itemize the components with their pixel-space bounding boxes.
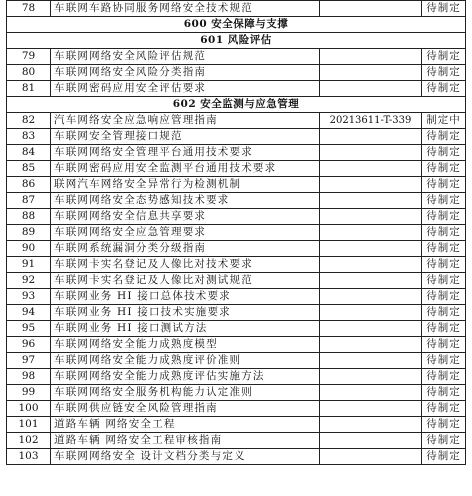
table-row: [7, 369, 466, 385]
standard-name: 车联网车路协同服务网络安全技术规范: [51, 1, 320, 17]
table-row: [7, 209, 466, 225]
standard-name: 车联网网络安全风险分类指南: [51, 65, 320, 81]
table-row: [7, 321, 466, 337]
status-cell: 待制定: [422, 161, 466, 177]
status-cell: 待制定: [422, 209, 466, 225]
status-cell: 待制定: [422, 385, 466, 401]
table-row: [7, 49, 466, 65]
row-number: 88: [7, 209, 51, 225]
row-number: 80: [7, 65, 51, 81]
section-title: 601 风险评估: [7, 33, 466, 49]
standard-name: 道路车辆 网络安全工程审核指南: [51, 433, 320, 449]
standard-name: 车联网卡实名登记及人像比对技术要求: [51, 257, 320, 273]
table-row: [7, 113, 466, 129]
row-number: 99: [7, 385, 51, 401]
standard-plan-number: [320, 1, 422, 17]
row-number: 103: [7, 449, 51, 465]
standard-plan-number: [320, 81, 422, 97]
table-row: [7, 193, 466, 209]
status-cell: 待制定: [422, 353, 466, 369]
section-header-row: [7, 17, 466, 33]
standards-table: [6, 0, 466, 465]
row-number: 101: [7, 417, 51, 433]
status-cell: 待制定: [422, 305, 466, 321]
status-cell: 待制定: [422, 129, 466, 145]
standard-plan-number: [320, 337, 422, 353]
row-number: 81: [7, 81, 51, 97]
table-row: [7, 273, 466, 289]
table-row: [7, 81, 466, 97]
standard-name: 车联网网络安全应急管理要求: [51, 225, 320, 241]
standard-plan-number: [320, 257, 422, 273]
standard-plan-number: [320, 289, 422, 305]
row-number: 79: [7, 49, 51, 65]
row-number: 91: [7, 257, 51, 273]
row-number: 100: [7, 401, 51, 417]
table-row: [7, 353, 466, 369]
table-row: [7, 145, 466, 161]
table-row: [7, 385, 466, 401]
standard-plan-number: [320, 385, 422, 401]
row-number: 96: [7, 337, 51, 353]
table-row: [7, 305, 466, 321]
row-number: 87: [7, 193, 51, 209]
table-row: [7, 401, 466, 417]
table-row: [7, 225, 466, 241]
row-number: 84: [7, 145, 51, 161]
status-cell: 待制定: [422, 145, 466, 161]
row-number: 82: [7, 113, 51, 129]
standard-name: 车联网密码应用安全评估要求: [51, 81, 320, 97]
standard-name: 车联网供应链安全风险管理指南: [51, 401, 320, 417]
standard-name: 车联网网络安全服务机构能力认定准则: [51, 385, 320, 401]
row-number: 94: [7, 305, 51, 321]
standard-plan-number: [320, 401, 422, 417]
section-title: 602 安全监测与应急管理: [7, 97, 466, 113]
standard-name: 车联网系统漏洞分类分级指南: [51, 241, 320, 257]
standard-plan-number: [320, 145, 422, 161]
standard-name: 车联网业务 HI 接口测试方法: [51, 321, 320, 337]
standard-name: 车联网业务 HI 接口总体技术要求: [51, 289, 320, 305]
status-cell: 待制定: [422, 193, 466, 209]
section-title: 600 安全保障与支撑: [7, 17, 466, 33]
standard-plan-number: [320, 49, 422, 65]
row-number: 85: [7, 161, 51, 177]
standard-plan-number: 20213611-T-339: [320, 113, 422, 129]
standard-name: 车联网网络安全能力成熟度模型: [51, 337, 320, 353]
standard-plan-number: [320, 177, 422, 193]
status-cell: 待制定: [422, 1, 466, 17]
row-number: 93: [7, 289, 51, 305]
standard-name: 车联网网络安全 设计文档分类与定义: [51, 449, 320, 465]
row-number: 83: [7, 129, 51, 145]
status-cell: 待制定: [422, 401, 466, 417]
row-number: 92: [7, 273, 51, 289]
row-number: 86: [7, 177, 51, 193]
status-cell: 待制定: [422, 65, 466, 81]
status-cell: 制定中: [422, 113, 466, 129]
standard-plan-number: [320, 369, 422, 385]
standard-plan-number: [320, 353, 422, 369]
table-row: [7, 433, 466, 449]
status-cell: 待制定: [422, 449, 466, 465]
table-row: [7, 417, 466, 433]
standard-plan-number: [320, 417, 422, 433]
standard-name: 车联网网络安全风险评估规范: [51, 49, 320, 65]
row-number: 98: [7, 369, 51, 385]
status-cell: 待制定: [422, 177, 466, 193]
standard-name: 道路车辆 网络安全工程: [51, 417, 320, 433]
table-row: [7, 449, 466, 465]
standard-plan-number: [320, 65, 422, 81]
standard-plan-number: [320, 273, 422, 289]
standard-name: 车联网网络安全能力成熟度评价准则: [51, 353, 320, 369]
standard-name: 汽车网络安全应急响应管理指南: [51, 113, 320, 129]
table-row: [7, 129, 466, 145]
standard-name: 车联网网络安全信息共享要求: [51, 209, 320, 225]
standard-plan-number: [320, 305, 422, 321]
table-row: [7, 337, 466, 353]
standard-plan-number: [320, 241, 422, 257]
standard-plan-number: [320, 193, 422, 209]
standard-plan-number: [320, 449, 422, 465]
row-number: 102: [7, 433, 51, 449]
row-number: 78: [7, 1, 51, 17]
table-row: [7, 257, 466, 273]
standard-plan-number: [320, 161, 422, 177]
table-row: [7, 65, 466, 81]
standard-name: 车联网网络安全管理平台通用技术要求: [51, 145, 320, 161]
standard-plan-number: [320, 209, 422, 225]
table-row: [7, 1, 466, 17]
row-number: 95: [7, 321, 51, 337]
table-row: [7, 177, 466, 193]
standards-table-body: [7, 1, 466, 465]
standard-name: 车联网安全管理接口规范: [51, 129, 320, 145]
table-row: [7, 289, 466, 305]
status-cell: 待制定: [422, 241, 466, 257]
standard-name: 联网汽车网络安全异常行为检测机制: [51, 177, 320, 193]
section-header-row: [7, 97, 466, 113]
status-cell: 待制定: [422, 225, 466, 241]
standard-plan-number: [320, 129, 422, 145]
status-cell: 待制定: [422, 81, 466, 97]
status-cell: 待制定: [422, 337, 466, 353]
status-cell: 待制定: [422, 417, 466, 433]
table-row: [7, 241, 466, 257]
standard-name: 车联网卡实名登记及人像比对测试规范: [51, 273, 320, 289]
status-cell: 待制定: [422, 321, 466, 337]
standard-plan-number: [320, 225, 422, 241]
standard-name: 车联网网络安全态势感知技术要求: [51, 193, 320, 209]
status-cell: 待制定: [422, 433, 466, 449]
status-cell: 待制定: [422, 273, 466, 289]
status-cell: 待制定: [422, 49, 466, 65]
table-row: [7, 161, 466, 177]
row-number: 97: [7, 353, 51, 369]
standard-name: 车联网网络安全能力成熟度评估实施方法: [51, 369, 320, 385]
standard-name: 车联网密码应用安全监测平台通用技术要求: [51, 161, 320, 177]
status-cell: 待制定: [422, 369, 466, 385]
section-header-row: [7, 33, 466, 49]
status-cell: 待制定: [422, 257, 466, 273]
standard-name: 车联网业务 HI 接口技术实施要求: [51, 305, 320, 321]
row-number: 89: [7, 225, 51, 241]
standard-plan-number: [320, 433, 422, 449]
standard-plan-number: [320, 321, 422, 337]
row-number: 90: [7, 241, 51, 257]
status-cell: 待制定: [422, 289, 466, 305]
